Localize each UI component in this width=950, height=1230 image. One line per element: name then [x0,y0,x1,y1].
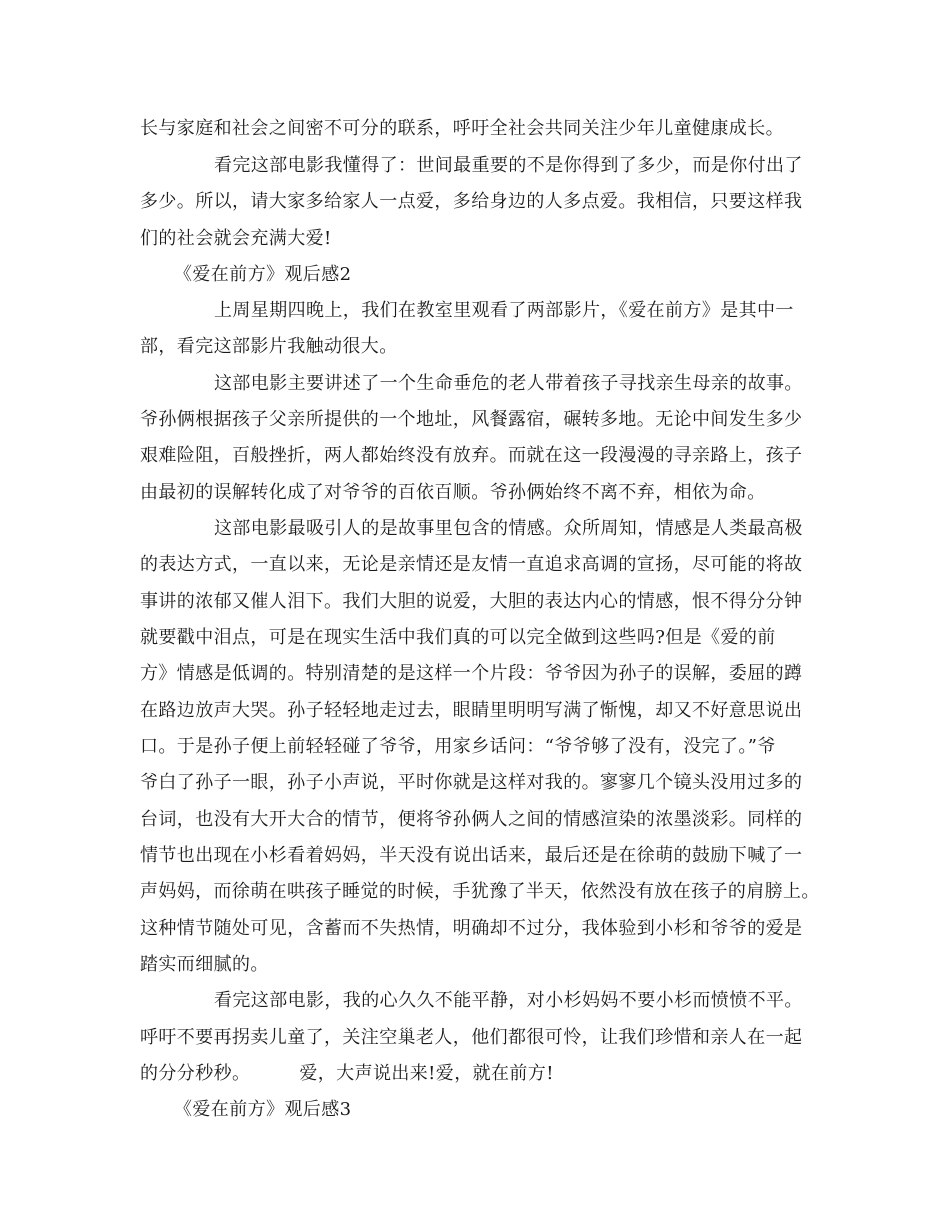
paragraph-line: 方》情感是低调的。特别清楚的是这样一个片段：爷爷因为孙子的误解，委屈的蹲 [140,663,803,684]
paragraph-line: 这部电影最吸引人的是故事里包含的情感。众所周知，情感是人类最高极 [214,518,803,539]
paragraph-line: 们的社会就会充满大爱! [140,228,332,249]
paragraph-line: 上周星期四晚上，我们在教室里观看了两部影片，《爱在前方》是其中一 [214,300,794,321]
paragraph-line: 情节也出现在小杉看着妈妈，半天没有说出话来，最后还是在徐萌的鼓励下喊了一 [140,845,803,866]
paragraph-line: 在路边放声大哭。孙子轻轻地走过去，眼睛里明明写满了惭愧，却又不好意思说出 [140,700,803,721]
paragraph-line: 由最初的误解转化成了对爷爷的百依百顺。爷孙俩始终不离不弃，相依为命。 [140,482,766,503]
paragraph-line: 艰难险阻，百般挫折，两人都始终没有放弃。而就在这一段漫漫的寻亲路上，孩子 [140,445,803,466]
paragraph-line: 事讲的浓郁又催人泪下。我们大胆的说爱，大胆的表达内心的情感，恨不得分分钟 [140,591,803,612]
paragraph-line: 多少。所以，请大家多给家人一点爱，多给身边的人多点爱。我相信，只要这样我 [140,191,803,212]
paragraph-line: 的表达方式，一直以来，无论是亲情还是友情一直追求高调的宣扬，尽可能的将故 [140,554,803,575]
section-heading: 《爱在前方》观后感3 [174,1099,352,1120]
paragraph-line: 爷孙俩根据孩子父亲所提供的一个地址，风餐露宿，碾转多地。无论中间发生多少 [140,409,803,430]
section-heading: 《爱在前方》观后感2 [174,264,352,285]
paragraph-line: 部，看完这部影片我触动很大。 [140,336,398,357]
paragraph-line: 就要戳中泪点，可是在现实生活中我们真的可以完全做到这些吗?但是《爱的前 [140,627,776,648]
paragraph-line: 台词，也没有大开大合的情节，便将爷孙俩人之间的情感渲染的浓墨淡彩。同样的 [140,809,803,830]
paragraph-line: 口。于是孙子便上前轻轻碰了爷爷，用家乡话问：“爷爷够了没有，没完了。”爷 [140,736,776,757]
paragraph-line: 踏实而细腻的。 [140,954,269,975]
paragraph-line: 爷白了孙子一眼，孙子小声说，平时你就是这样对我的。寥寥几个镜头没用过多的 [140,772,803,793]
paragraph-line: 这种情节随处可见，含蓄而不失热情，明确却不过分，我体验到小杉和爷爷的爱是 [140,918,803,939]
paragraph-line: 的分分秒秒。 爱，大声说出来!爱，就在前方! [140,1063,554,1084]
paragraph-line: 声妈妈，而徐萌在哄孩子睡觉的时候，手犹豫了半天，依然没有放在孩子的肩膀上。 [140,881,820,902]
paragraph-line: 看完这部电影，我的心久久不能平静，对小杉妈妈不要小杉而愤愤不平。 [214,990,803,1011]
paragraph-line: 这部电影主要讲述了一个生命垂危的老人带着孩子寻找亲生母亲的故事。 [214,373,803,394]
paragraph-line: 看完这部电影我懂得了：世间最重要的不是你得到了多少，而是你付出了 [214,155,803,176]
paragraph-line: 呼吁不要再拐卖儿童了，关注空巢老人，他们都很可怜，让我们珍惜和亲人在一起 [140,1027,803,1048]
paragraph-line: 长与家庭和社会之间密不可分的联系，呼吁全社会共同关注少年儿童健康成长。 [140,118,784,139]
